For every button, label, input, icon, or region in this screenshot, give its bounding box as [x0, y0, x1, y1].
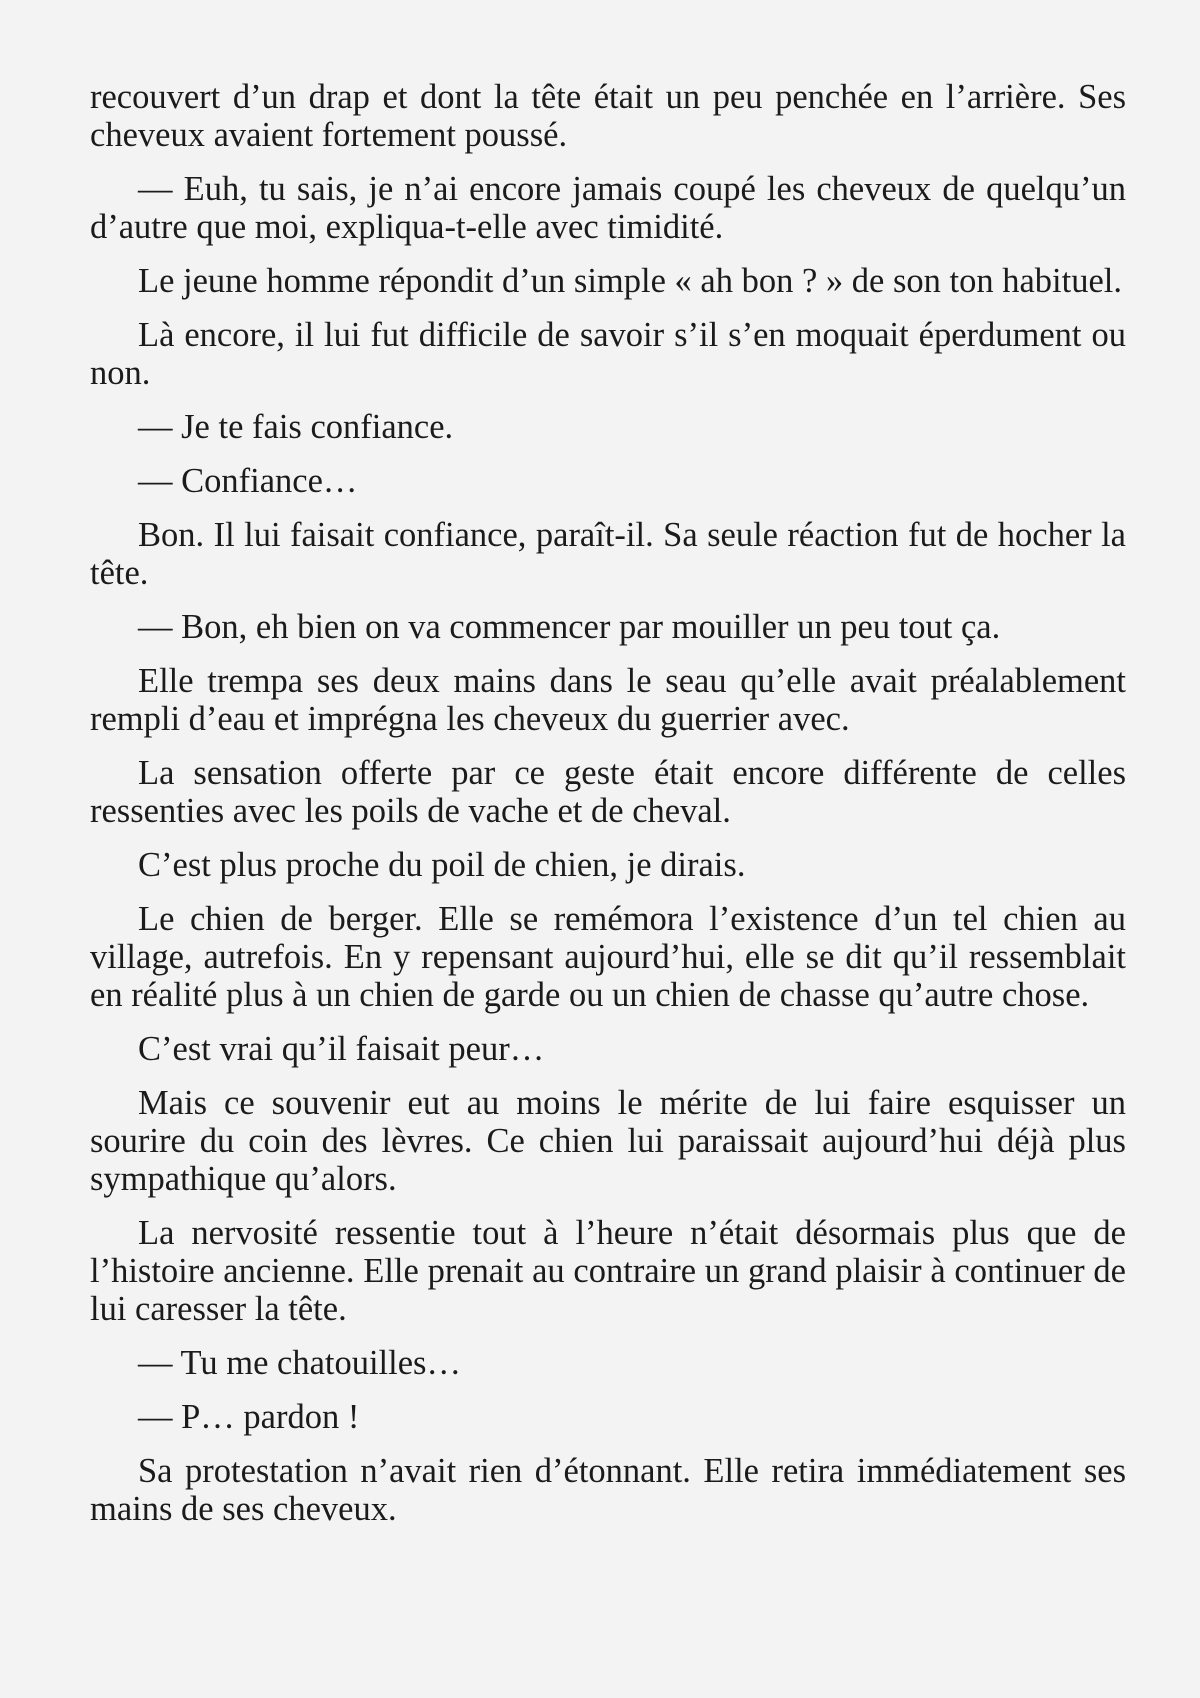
paragraph: La nervosité ressentie tout à l’heure n’était désormais plus que de l’histoire ancienne. Elle prenait au contraire un grand plaisir à continuer de lui caresser la tête. — [90, 1214, 1126, 1328]
paragraph: Mais ce souvenir eut au moins le mérite de lui faire esquisser un sourire du coin des lèvres. Ce chien lui paraissait aujourd’hui déjà plus sympathique qu’alors. — [90, 1084, 1126, 1198]
paragraph-dialogue: — Euh, tu sais, je n’ai encore jamais coupé les cheveux de quelqu’un d’autre que moi, expliqua-t-elle avec timidité. — [90, 170, 1126, 246]
paragraph: C’est vrai qu’il faisait peur… — [138, 1030, 545, 1068]
paragraph: Là encore, il lui fut difficile de savoir s’il s’en moquait éperdument ou non. — [90, 316, 1126, 392]
paragraph-dialogue: — Bon, eh bien on va commencer par mouiller un peu tout ça. — [138, 608, 1001, 646]
paragraph: Sa protestation n’avait rien d’étonnant. Elle retira immédiatement ses mains de ses cheveux. — [90, 1452, 1126, 1528]
paragraph: La sensation offerte par ce geste était encore différente de celles ressenties avec les poils de vache et de cheval. — [90, 754, 1126, 830]
paragraph-dialogue: — Je te fais confiance. — [138, 408, 454, 446]
paragraph-dialogue: — Confiance… — [138, 462, 358, 500]
paragraph: Le chien de berger. Elle se remémora l’existence d’un tel chien au village, autrefois. En y repensant aujourd’hui, elle se dit qu’il ressemblait en réalité plus à un chien de garde ou un chien de chasse qu’autre chose. — [90, 900, 1126, 1014]
paragraph-dialogue: — Tu me chatouilles… — [138, 1344, 461, 1382]
paragraph: C’est plus proche du poil de chien, je dirais. — [138, 846, 746, 884]
paragraph: Bon. Il lui faisait confiance, paraît-il. Sa seule réaction fut de hocher la tête. — [90, 516, 1126, 592]
paragraph: Elle trempa ses deux mains dans le seau qu’elle avait préalablement rempli d’eau et imprégna les cheveux du guerrier avec. — [90, 662, 1126, 738]
paragraph-dialogue: — P… pardon ! — [138, 1398, 360, 1436]
page-text — [90, 78, 1126, 1544]
paragraph-continuation: recouvert d’un drap et dont la tête était un peu penchée en l’arrière. Ses cheveux avaient fortement poussé. — [90, 78, 1126, 154]
paragraph: Le jeune homme répondit d’un simple « ah bon ? » de son ton habituel. — [138, 262, 1122, 300]
